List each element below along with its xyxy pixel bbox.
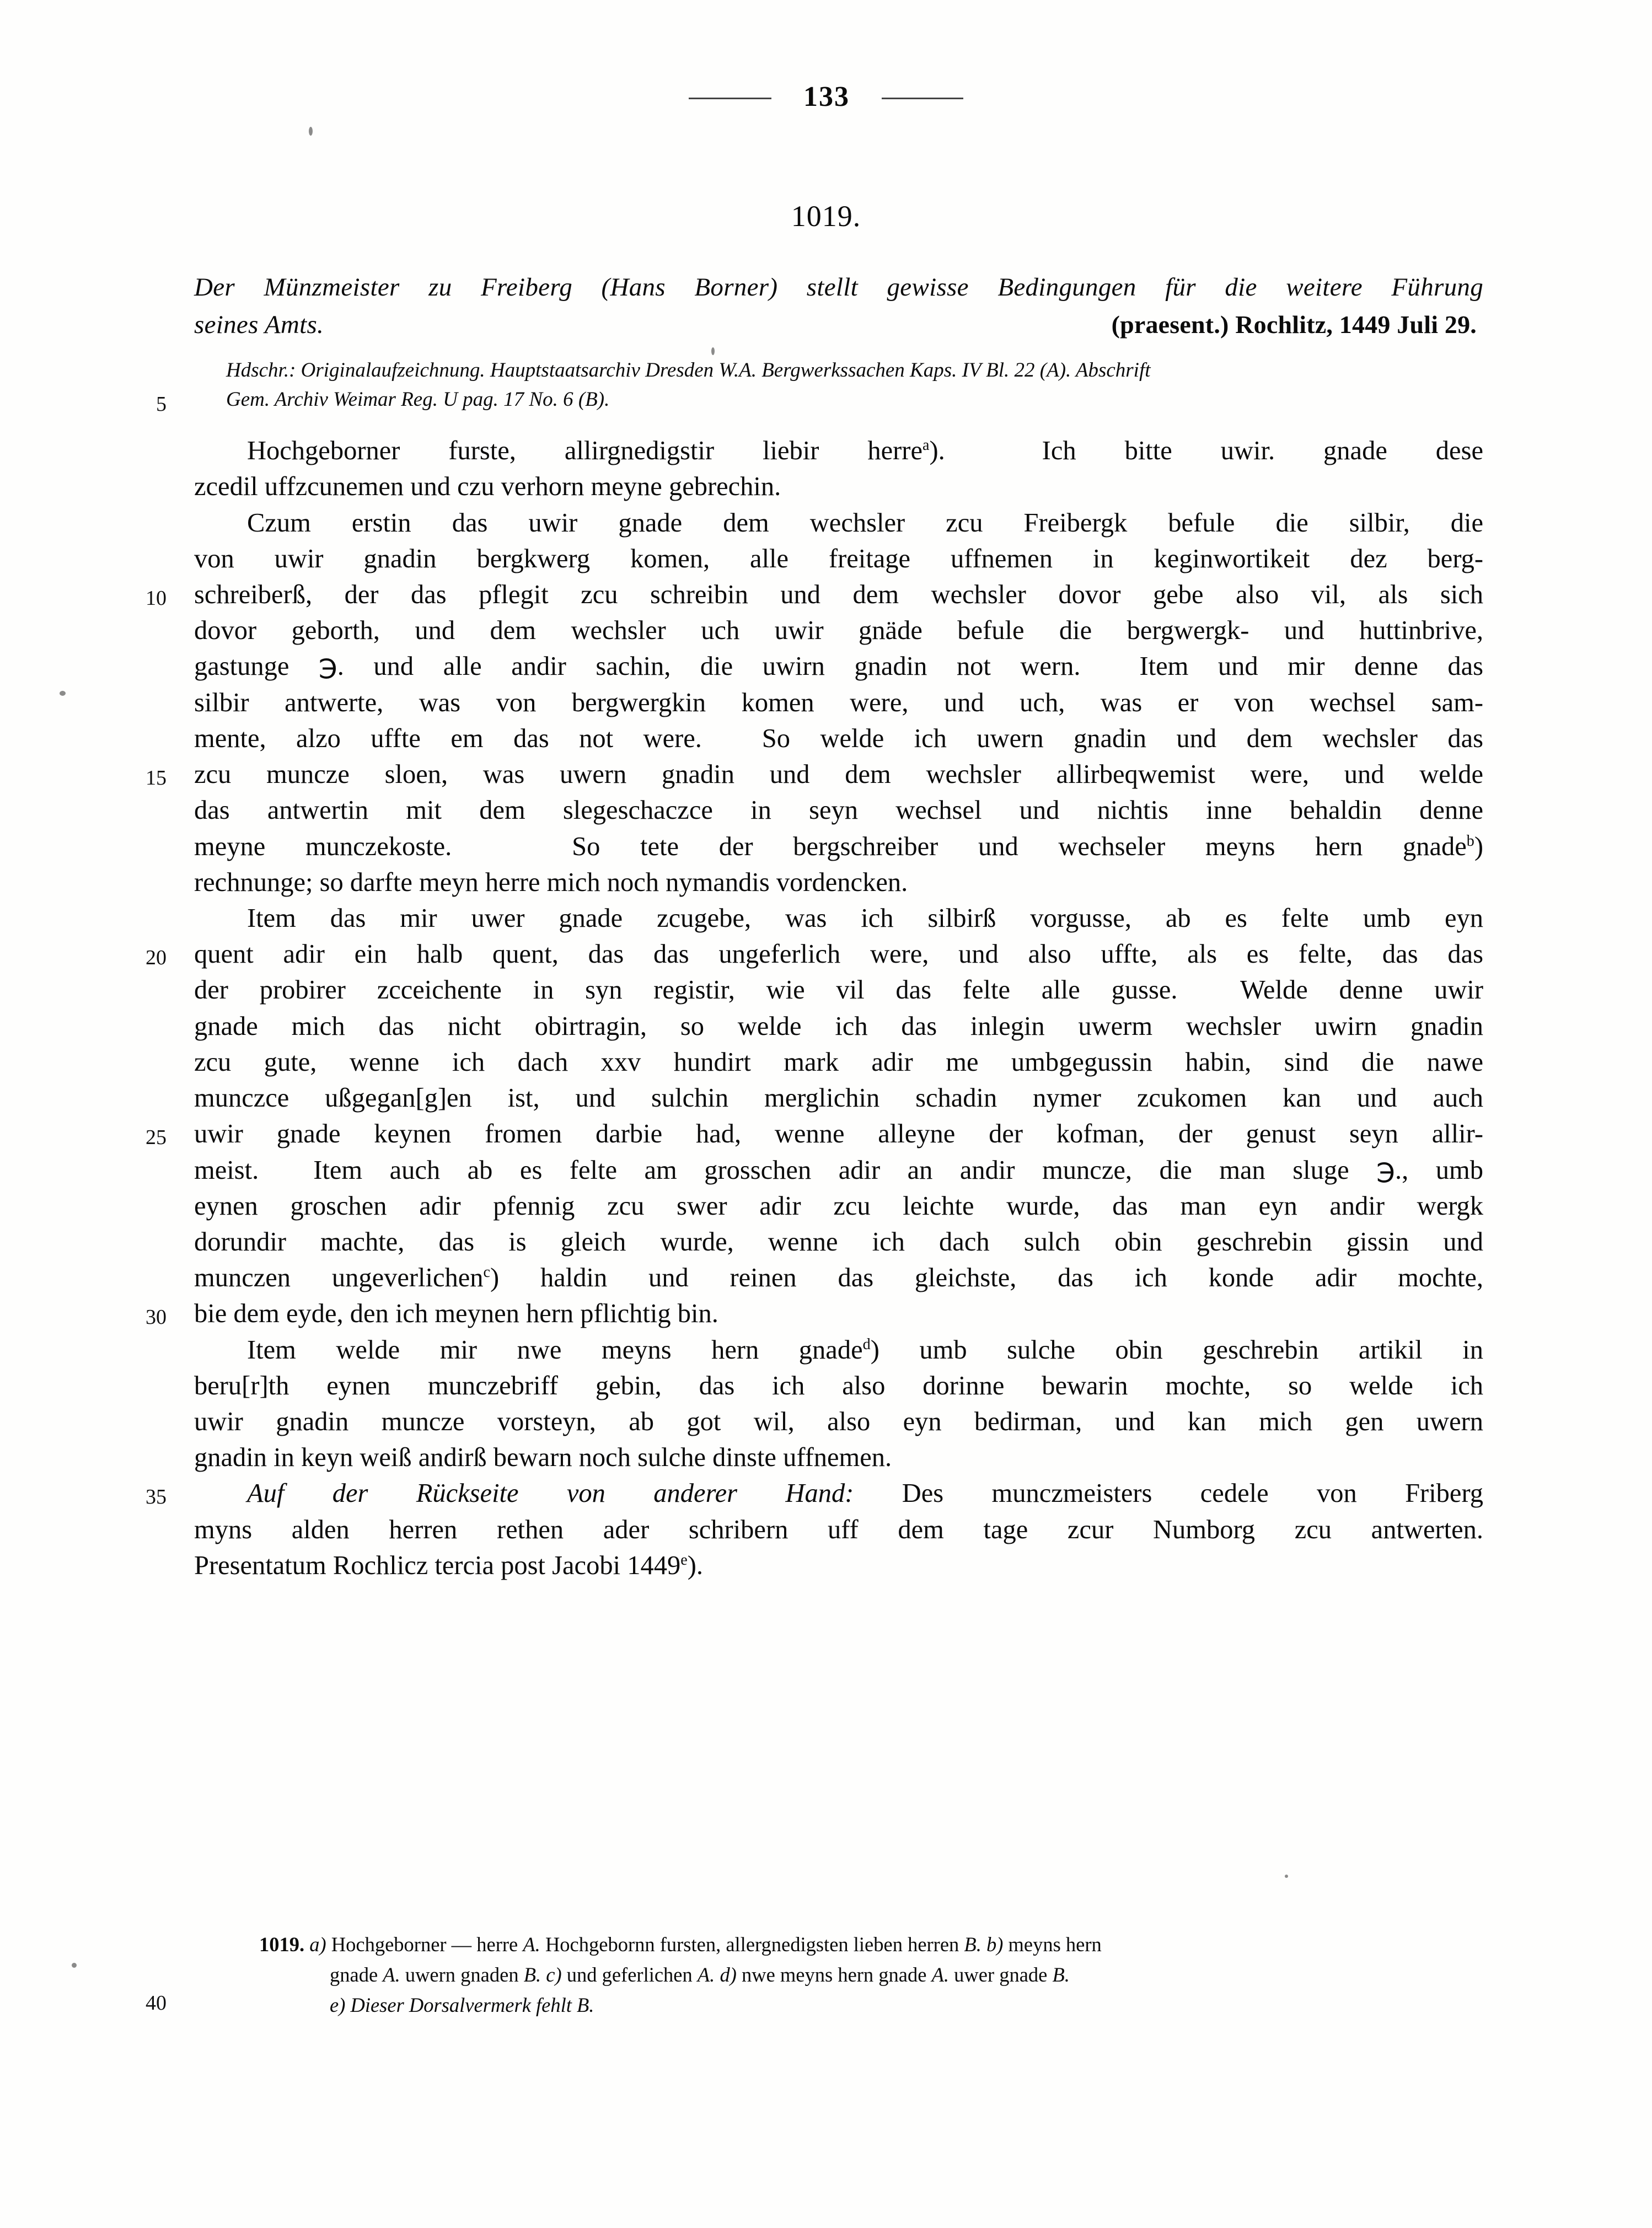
dorsal-note-label: Auf der Rückseite von anderer Hand: <box>247 1479 854 1508</box>
head-rule-right <box>882 98 963 99</box>
regest-line-2-text: seines Amts. <box>194 310 324 340</box>
body-line: dorundir machte, das is gleich wurde, wenne ich dach sulch obin geschrebin gissin und <box>194 1227 1483 1257</box>
line-number-15: 15 <box>146 766 167 790</box>
body-line: gnadin in keyn weiß andirß bewarn noch sulche dinste uffnemen. <box>194 1443 892 1473</box>
document-body <box>194 433 1483 1583</box>
footnote-apparatus <box>259 1930 1489 2020</box>
line-number-25: 25 <box>146 1125 167 1149</box>
footnote-marker: c) <box>546 1963 562 1986</box>
body-line: munczce ußgegan[g]en ist, und sulchin merglichin schadin nymer zcukomen kan und auch <box>194 1083 1483 1113</box>
footnote-line: e) Dieser Dorsalvermerk fehlt B. <box>330 1993 594 2016</box>
footnote-marker: a) <box>309 1933 326 1956</box>
body-line: myns alden herren rethen ader schribern uff dem tage zcur Numborg zcu antwerten. <box>194 1515 1483 1544</box>
body-paragraph <box>194 1475 1483 1583</box>
body-line: gnade mich das nicht obirtragin, so welde ich das inlegin uwerm wechsler uwirn gnadin <box>194 1011 1483 1041</box>
source-note-line-2: Gem. Archiv Weimar Reg. U pag. 17 No. 6 (B). <box>226 388 610 411</box>
body-line: beru[r]th eynen munczebriff gebin, das ich also dorinne bewarin mochte, so welde ich <box>194 1371 1483 1400</box>
line-number-30: 30 <box>146 1305 167 1329</box>
body-line: meist. Item auch ab es felte am grosschen adir an andir muncze, die man sluge ℈., umb <box>194 1155 1483 1185</box>
body-line: gastunge ℈. und alle andir sachin, die uwirn gnadin not wern. Item und mir denne das <box>194 652 1483 681</box>
footnote-line: 1019. a) Hochgeborner — herre A. Hochgebornn fursten, allergnedigsten lieben herren B. b) meyns hern <box>259 1933 1102 1956</box>
body-paragraph <box>194 505 1483 900</box>
footnote-marker: b <box>1466 832 1474 850</box>
body-line: zcu gute, wenne ich dach xxv hundirt mark adir me umbgegussin habin, sind die nawe <box>194 1047 1483 1077</box>
body-line: silbir antwerte, was von bergwergkin komen were, und uch, was er von wechsel sam- <box>194 688 1483 717</box>
body-line: Item welde mir nwe meyns hern gnade$^d$) umb sulche obin geschrebin artikil in <box>247 1335 1483 1365</box>
regest <box>194 270 1483 342</box>
body-line: dovor geborth, und dem wechsler uch uwir gnäde befule die bergwergk- und huttinbrive, <box>194 616 1483 646</box>
body-line: rechnunge; so darfte meyn herre mich noch nymandis vordencken. <box>194 867 908 897</box>
body-line: das antwertin mit dem slegeschaczce in seyn wechsel und nichtis inne behaldin denne <box>194 796 1483 825</box>
body-line: uwir gnadin muncze vorsteyn, ab got wil, also eyn bedirman, und kan mich gen uwern <box>194 1407 1483 1437</box>
footnote-siglum: A. <box>697 1963 715 1986</box>
document-number: 1019. <box>791 200 861 233</box>
page-number: 133 <box>803 81 850 112</box>
line-number-20: 20 <box>146 946 167 969</box>
source-note <box>194 356 1483 414</box>
footnote-marker: e <box>680 1551 688 1569</box>
body-line: bie dem eyde, den ich meynen hern pflichtig bin. <box>194 1299 718 1329</box>
body-line: Czum erstin das uwir gnade dem wechsler zcu Freibergk befule die silbir, die <box>247 508 1483 538</box>
footnote-siglum: A. <box>931 1963 950 1986</box>
scan-speck <box>711 347 715 355</box>
body-line: von uwir gnadin bergkwerg komen, alle freitage uffnemen in keginwortikeit dez berg- <box>194 544 1483 573</box>
line-number-35: 35 <box>146 1485 167 1509</box>
footnote-line: gnade A. uwern gnaden B. c) und geferlichen A. d) nwe meyns hern gnade A. uwer gnade B. <box>330 1963 1070 1986</box>
head-rule-left <box>689 98 771 99</box>
scan-speck <box>72 1963 77 1968</box>
body-line: schreiberß, der das pflegit zcu schreibin und dem wechsler dovor gebe also vil, als sich <box>194 580 1483 609</box>
running-head <box>0 83 1652 111</box>
scan-speck <box>309 127 313 136</box>
body-line: Hochgeborner furste, allirgnedigstir liebir herre$^a$). Ich bitte uwir. gnade dese <box>247 436 1483 466</box>
scan-speck <box>60 691 66 696</box>
footnote-siglum: B. <box>523 1963 541 1986</box>
source-note-line-1: Hdschr.: Originalaufzeichnung. Hauptstaatsarchiv Dresden W.A. Bergwerkssachen Kaps. IV Bl. 22 (A). Abschrift <box>226 359 1151 382</box>
body-line: quent adir ein halb quent, das das ungeferlich were, und also uffte, als es felte, das das <box>194 939 1483 969</box>
body-line: Auf der Rückseite von anderer Hand: Des munczmeisters cedele von Friberg <box>247 1479 1483 1508</box>
body-paragraph <box>194 900 1483 1332</box>
regest-line-1: Der Münzmeister zu Freiberg (Hans Borner) stellt gewisse Bedingungen für die weitere Führung <box>194 273 1483 302</box>
footnote-siglum: B. <box>964 1933 981 1956</box>
body-line: eynen groschen adir pfennig zcu swer adir zcu leichte wurde, das man eyn andir wergk <box>194 1191 1483 1221</box>
body-paragraph <box>194 1332 1483 1476</box>
body-paragraph <box>194 433 1483 504</box>
line-number-5: 5 <box>156 393 167 416</box>
body-line: zcedil uffzcunemen und czu verhorn meyne gebrechin. <box>194 472 781 502</box>
footnote-siglum: A. <box>523 1933 540 1956</box>
dateline: (praesent.) Rochlitz, 1449 Juli 29. <box>1111 310 1477 339</box>
footnote-marker: b) <box>986 1933 1004 1956</box>
body-line: Presentatum Rochlicz tercia post Jacobi 1449e). <box>194 1550 703 1580</box>
scan-speck <box>1285 1875 1288 1878</box>
body-line: uwir gnade keynen fromen darbie had, wenne alleyne der kofman, der genust seyn allir- <box>194 1119 1483 1149</box>
body-line: munczen ungeverlichen$^c$) haldin und reinen das gleichste, das ich konde adir mochte, <box>194 1263 1483 1293</box>
body-line: meyne munczekoste. So tete der bergschreiber und wechseler meyns hern gnade$^b$) <box>194 831 1483 861</box>
body-line: der probirer zcceichente in syn registir, wie vil das felte alle gusse. Welde denne uwir <box>194 975 1483 1005</box>
line-number-40: 40 <box>146 1991 167 2015</box>
line-number-10: 10 <box>146 586 167 610</box>
footnote-siglum: B. <box>1052 1963 1070 1986</box>
footnote-marker: d) <box>720 1963 737 1986</box>
body-line: Item das mir uwer gnade zcugebe, was ich silbirß vorgusse, ab es felte umb eyn <box>247 903 1483 933</box>
footnote-marker: c <box>483 1264 491 1281</box>
regest-line-2 <box>194 308 1483 342</box>
footnote-doc-ref: 1019. <box>259 1933 310 1956</box>
footnote-marker: d <box>862 1335 871 1353</box>
body-line: mente, alzo uffte em das not were. So welde ich uwern gnadin und dem wechsler das <box>194 723 1483 753</box>
footnote-marker: a <box>922 436 930 454</box>
body-line: zcu muncze sloen, was uwern gnadin und dem wechsler allirbeqwemist were, und welde <box>194 760 1483 790</box>
footnote-siglum: A. <box>383 1963 400 1986</box>
text-column <box>194 270 1483 1583</box>
